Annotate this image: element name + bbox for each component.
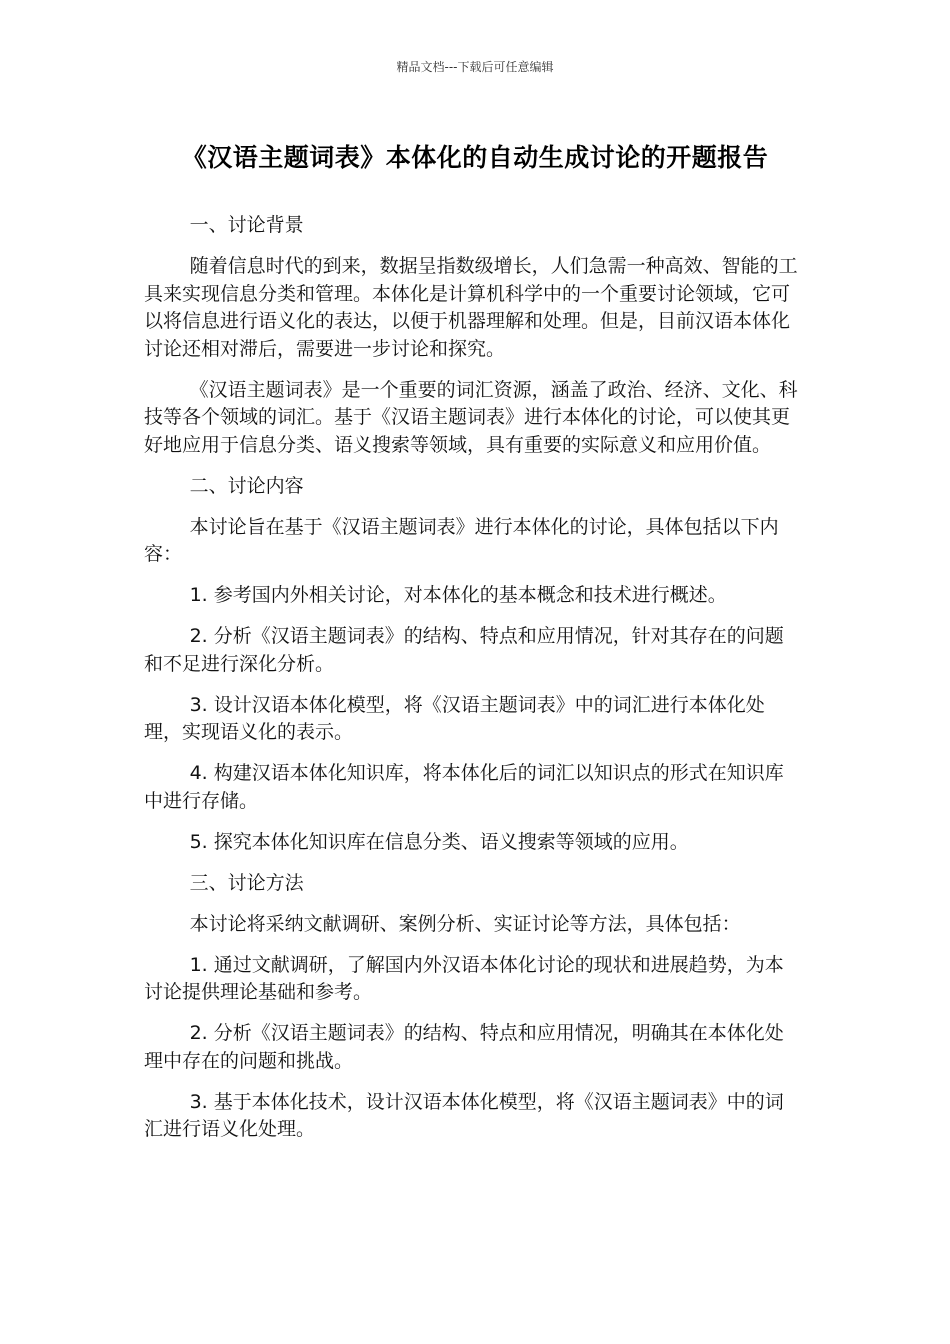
paragraph: 本讨论旨在基于《汉语主题词表》进行本体化的讨论，具体包括以下内容： [144, 515, 779, 565]
header-note: 精品文档---下载后可任意编辑 [396, 60, 554, 74]
list-item: 4. 构建汉语本体化知识库，将本体化后的词汇以知识点的形式在知识库中进行存储。 [144, 762, 784, 812]
list-item: 3. 设计汉语本体化模型，将《汉语主题词表》中的词汇进行本体化处理，实现语义化的表示。 [144, 693, 765, 743]
list-item: 5. 探究本体化知识库在信息分类、语义搜索等领域的应用。 [189, 830, 689, 853]
list-item: 1. 通过文献调研，了解国内外汉语本体化讨论的现状和进展趋势，为本讨论提供理论基础和参考。 [144, 953, 784, 1003]
section-heading-background: 一、讨论背景 [189, 214, 304, 236]
document-body [144, 212, 800, 1157]
list-item: 1. 参考国内外相关讨论，对本体化的基本概念和技术进行概述。 [189, 584, 727, 606]
paragraph: 本讨论将采纳文献调研、案例分析、实证讨论等方法，具体包括： [189, 912, 741, 935]
section-heading-content: 二、讨论内容 [189, 474, 304, 497]
list-item: 2. 分析《汉语主题词表》的结构、特点和应用情况，明确其在本体化处理中存在的问题和挑战。 [144, 1022, 784, 1072]
paragraph: 《汉语主题词表》是一个重要的词汇资源，涵盖了政治、经济、文化、科技等各个领域的词汇。基于《汉语主题词表》进行本体化的讨论，可以使其更好地应用于信息分类、语义搜索等领域，具有重要的实际意义和应用价值。 [144, 378, 798, 456]
list-item: 3. 基于本体化技术，设计汉语本体化模型，将《汉语主题词表》中的词汇进行语义化处理。 [144, 1090, 784, 1140]
section-heading-method: 三、讨论方法 [189, 871, 304, 894]
list-item: 2. 分析《汉语主题词表》的结构、特点和应用情况，针对其存在的问题和不足进行深化分析。 [144, 625, 784, 675]
document-title: 《汉语主题词表》本体化的自动生成讨论的开题报告 [181, 143, 769, 172]
paragraph: 随着信息时代的到来，数据呈指数级增长，人们急需一种高效、智能的工具来实现信息分类和管理。本体化是计算机科学中的一个重要讨论领域，它可以将信息进行语义化的表达，以便于机器理解和处理。但是，目前汉语本体化讨论还相对滞后，需要进一步讨论和探究。 [144, 255, 798, 360]
